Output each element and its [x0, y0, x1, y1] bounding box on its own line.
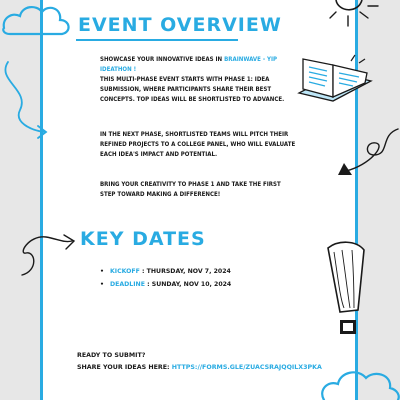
submit-section — [77, 350, 322, 374]
overview-paragraph-1 — [100, 55, 296, 105]
loop-arrow-icon — [18, 225, 74, 281]
list-item — [100, 265, 231, 278]
swirl-arrow-icon — [330, 125, 400, 185]
exclamation-mark-icon — [318, 238, 370, 350]
event-name: BRAINWAVE - YIP IDEATHON ! — [100, 56, 278, 73]
kickoff-label: KICKOFF — [110, 268, 140, 275]
overview-paragraph-2: IN THE NEXT PHASE, SHORTLISTED TEAMS WILL PITCH THEIR REFINED PROJECTS TO A COLLEGE PANEL, WHO WILL EVALUATE EACH IDEA'S IMPACT AND POTENTIAL. — [100, 131, 296, 158]
key-dates-heading: KEY DATES — [80, 228, 206, 250]
sun-doodle-icon — [328, 0, 400, 28]
arrow-doodle-icon — [0, 60, 56, 140]
open-book-icon — [295, 55, 375, 113]
bullet-icon: • — [100, 268, 104, 275]
deadline-label: DEADLINE — [110, 281, 145, 288]
cloud-doodle-icon — [0, 0, 80, 40]
key-dates-list — [100, 265, 232, 291]
submit-share-text: SHARE YOUR IDEAS HERE: — [77, 364, 172, 371]
overview-details-text: THIS MULTI-PHASE EVENT STARTS WITH PHASE 1: IDEA SUBMISSION, WHERE PARTICIPANTS SHARE THEIR BEST CONCEPTS. TOP IDEAS WILL BE SHORTLISTED TO ADVANCE. — [100, 76, 285, 103]
bullet-icon: • — [100, 281, 104, 288]
kickoff-date: : THURSDAY, NOV 7, 2024 — [139, 268, 231, 275]
submission-form-link[interactable]: HTTPS://FORMS.GLE/ZUACSRAJQQILX3PKA — [171, 364, 322, 371]
overview-intro-text: SHOWCASE YOUR INNOVATIVE IDEAS IN — [100, 56, 225, 63]
list-item — [100, 278, 232, 291]
page-title: EVENT OVERVIEW — [78, 14, 282, 36]
cloud-doodle-bottom-icon — [318, 356, 400, 400]
overview-paragraph-3: BRING YOUR CREATIVITY TO PHASE 1 AND TAKE THE FIRST STEP TOWARD MAKING A DIFFERENCE! — [100, 181, 281, 198]
submit-prompt: READY TO SUBMIT? — [77, 352, 146, 359]
deadline-date: : SUNDAY, NOV 10, 2024 — [144, 281, 232, 288]
title-underline — [76, 39, 238, 41]
